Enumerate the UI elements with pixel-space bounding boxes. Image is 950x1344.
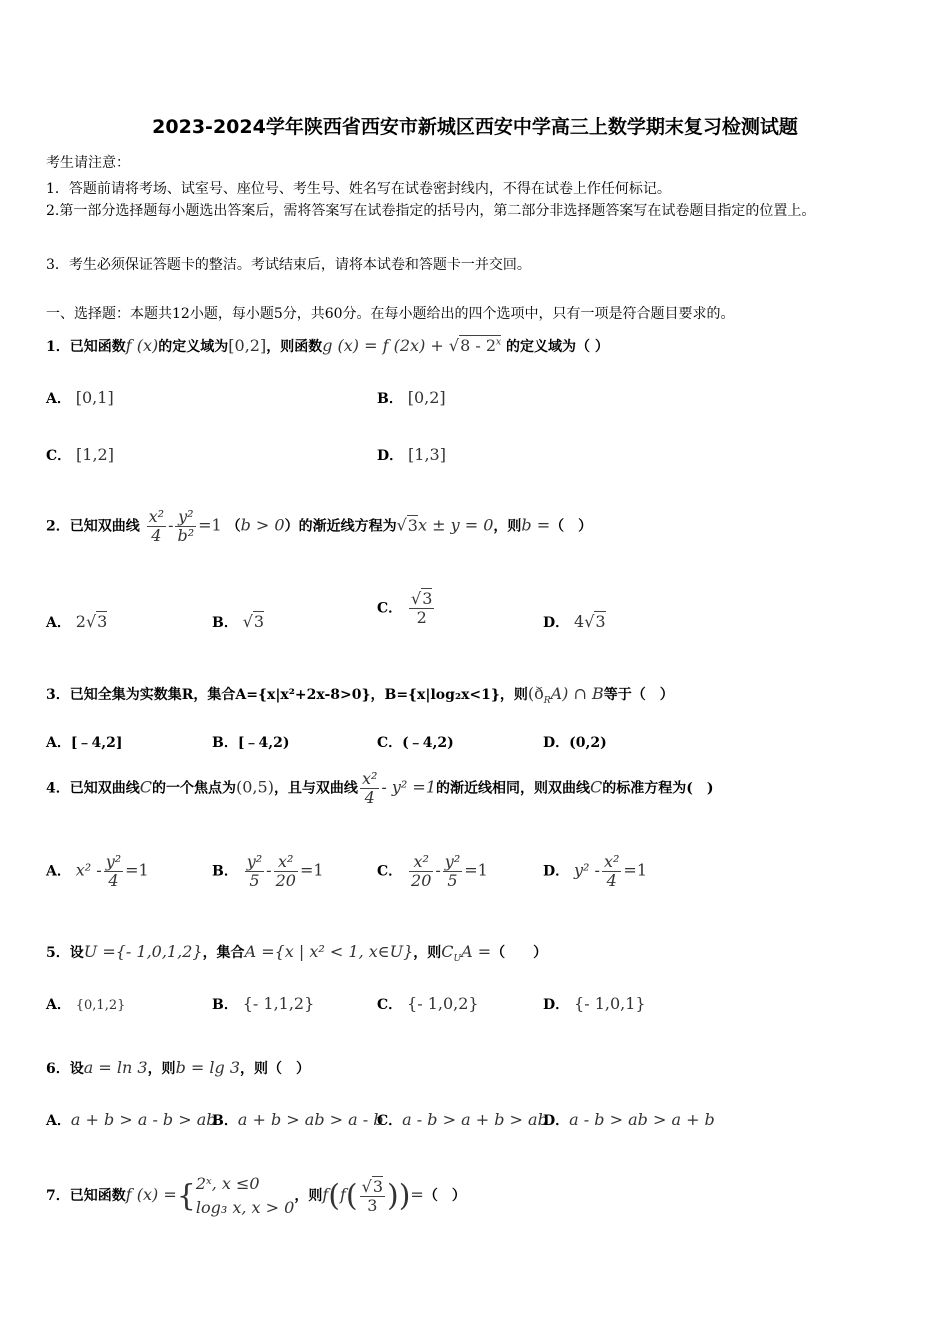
q4-c-2: C (590, 777, 603, 797)
frac-num: x² (409, 853, 433, 872)
option-frac: $\frac{√3}{2}$ (411, 589, 433, 627)
q7-inner-f: f (339, 1185, 346, 1204)
q5-universe: U ={- 1,0,1,2} (83, 942, 203, 961)
q2-option-c[interactable] (377, 590, 436, 627)
option-label: C． (377, 997, 403, 1013)
option-value: a + b > a - b > ab (70, 1110, 217, 1129)
q4-frac (360, 770, 379, 807)
option-value: (﹣4,2) (402, 735, 454, 751)
option-label: D． (543, 863, 570, 880)
q6-option-a[interactable] (46, 1110, 217, 1130)
frac-num: 3 (422, 589, 433, 608)
q4-text: 4．已知双曲线 (46, 780, 140, 797)
q2-radicand: 3 (407, 515, 418, 535)
q1-radicand-text: 8 - 2 (460, 336, 497, 355)
option-label: A． (46, 863, 71, 880)
frac-den: 3 (367, 1195, 378, 1215)
question-6 (46, 1058, 310, 1078)
q7-case-2: log₃ x, x > 0 (195, 1198, 295, 1217)
q2-text-2: （ (226, 518, 241, 535)
option-coef: 4 (574, 612, 585, 631)
option-label: A． (46, 997, 71, 1013)
option-radicand: 3 (97, 612, 108, 631)
frac-num: x² (603, 852, 620, 871)
option-frac-1 (245, 853, 264, 890)
option-label: C． (46, 448, 72, 464)
q7-text-2: ，则 (294, 1188, 323, 1204)
q2-option-a[interactable]: A． 2√3 (46, 612, 108, 631)
q2-text-4: ，则 (493, 518, 522, 535)
option-value: a - b > ab > a + b (569, 1110, 715, 1129)
q4-option-b[interactable]: B． $\frac{\text{y²}}{5}$ - $\frac{\text{x²}}{20}$ =1 (212, 852, 324, 890)
q5-set-a: A ={x | x² < 1, x∈U} (244, 942, 414, 961)
q6-text-3: ，则（ ） (240, 1061, 311, 1077)
option-value: a - b > a + b > ab (402, 1110, 548, 1129)
q7-case-1: 2ˣ, x ≤0 (195, 1174, 260, 1193)
option-pre: y² - (574, 860, 600, 880)
q5-text-2: ，集合 (202, 945, 245, 961)
question-4 (46, 770, 714, 807)
frac-den: 5 (447, 871, 458, 890)
q3-text-2: 等于（ ） (603, 687, 674, 703)
q3-option-b[interactable] (212, 732, 289, 752)
option-radicand: 3 (253, 612, 265, 631)
q5-option-c[interactable] (377, 994, 479, 1014)
q7-text: 7．已知函数 (46, 1188, 126, 1204)
q1-option-a[interactable] (46, 388, 114, 408)
q6-option-d[interactable] (543, 1110, 715, 1130)
q6-a: a = ln 3 (83, 1058, 148, 1077)
q4-text-2: 的一个焦点为 (152, 780, 236, 797)
q2-option-d[interactable]: D． 4√3 (543, 612, 606, 631)
option-frac (104, 853, 123, 890)
option-label: B． (212, 997, 238, 1013)
question-7: 7．已知函数f (x) ={ 2ˣ, x ≤0 log₃ x, x > 0 ，则f(f( $\frac{√3}{3}$ ))=（ ） (46, 1172, 466, 1220)
frac-den: 2 (416, 608, 427, 627)
frac-num: x² (148, 507, 165, 526)
frac-num: x² (361, 769, 378, 788)
option-value: [﹣4,2) (237, 735, 290, 751)
frac-den: 4 (108, 871, 119, 890)
q5-complement: C (441, 942, 454, 961)
option-post: =1 (464, 860, 488, 880)
q2-text: 2．已知双曲线 (46, 518, 140, 535)
q4-text-4: 的渐近线相同，则双曲线 (436, 780, 590, 797)
option-value: [0,2] (407, 388, 446, 407)
question-5 (46, 942, 547, 964)
q4-eq: - y² =1 (381, 777, 436, 797)
q7-eq: = (410, 1185, 424, 1204)
q7-f: f (x) = (125, 1185, 177, 1204)
option-frac-2 (274, 853, 298, 890)
option-value: {- 1,1,2} (242, 994, 315, 1013)
frac-den: b² (177, 526, 195, 545)
q4-c: C (139, 777, 152, 797)
q1-domain: [0,2] (228, 336, 267, 355)
option-post: =1 (623, 860, 647, 880)
q2-minus: - (168, 515, 174, 535)
q6-option-c[interactable] (377, 1110, 548, 1130)
frac-den: 4 (606, 871, 617, 890)
q5-text-4: （ ） (491, 945, 548, 961)
question-2: 2．已知双曲线 $\frac{\text{x²}}{4}$ - $\frac{\text{y²}}{\text{b²}}$ =1 （b > 0）的渐近线方程为√3x ± y = 0，则b =（ ） (46, 507, 593, 545)
option-label: B． (212, 735, 238, 751)
q1-option-b[interactable] (377, 388, 446, 408)
option-label: A． (46, 391, 71, 407)
option-value: [1,3] (408, 445, 446, 464)
frac-num: y² (444, 852, 461, 871)
option-label: A． (46, 735, 71, 751)
q1-text-3: ，则函数 (266, 339, 323, 355)
q2-asymptote: x ± y = 0 (417, 515, 494, 535)
option-value: [0,1] (75, 388, 114, 407)
option-value: [﹣4,2] (70, 735, 123, 751)
q1-math-f: f (x) (125, 336, 159, 355)
frac-den: 4 (364, 788, 375, 807)
q4-option-d[interactable] (543, 853, 647, 890)
q6-option-b[interactable] (212, 1110, 384, 1130)
question-3 (46, 684, 674, 706)
option-label: D． (543, 997, 570, 1013)
q6-text-2: ，则 (147, 1061, 176, 1077)
q1-math-g: g (x) = f (2x) + (322, 336, 449, 355)
q5-option-d[interactable] (543, 994, 646, 1014)
q1-text-4: 的定义域为（ ） (505, 339, 609, 355)
option-label: C． (377, 735, 403, 751)
option-value: {- 1,0,2} (407, 994, 479, 1013)
option-label: D． (377, 448, 404, 464)
option-frac-1 (409, 853, 433, 890)
q1-radicand-exp: x (496, 337, 502, 348)
notice-item-2: 2.第一部分选择题每小题选出答案后，需将答案写在试卷指定的括号内，第二部分非选择题答案写在试卷题目指定的位置上。 (46, 203, 816, 219)
q7-frac: $\frac{√3}{3}$ (361, 1176, 383, 1215)
q6-text: 6．设 (46, 1061, 84, 1077)
option-label: B． (212, 863, 238, 880)
option-label: B． (377, 391, 403, 407)
option-post: =1 (299, 860, 324, 880)
q5-complement-2: A = (461, 942, 492, 961)
q2-eq: =1 (198, 515, 222, 535)
frac-den: 20 (275, 871, 296, 890)
option-radicand: 3 (595, 612, 606, 631)
option-value: {0,1,2} (75, 998, 126, 1013)
notice-item-1: 1．答题前请将考场、试室号、座位号、考生号、姓名写在试卷密封线内，不得在试卷上作任何标记。 (46, 181, 671, 197)
question-1: 1．已知函数f (x)的定义域为[0,2]，则函数g (x) = f (2x) + √8 - 2$^x$ 的定义域为（ ） (46, 336, 609, 355)
q2-frac-y (175, 508, 196, 545)
q5-option-b[interactable] (212, 994, 314, 1014)
frac-num: y² (175, 508, 196, 527)
option-coef: 2 (75, 612, 86, 631)
q5-sub: U (453, 953, 462, 964)
notice-item-3: 3．考生必须保证答题卡的整洁。考试结束后，请将本试卷和答题卡一并交回。 (46, 257, 531, 273)
q1-text: 1．已知函数 (46, 339, 126, 355)
frac-den: 4 (151, 526, 162, 545)
q4-text-3: ，且与双曲线 (273, 780, 358, 797)
option-value: {- 1,0,1} (574, 994, 646, 1013)
section-heading: 一、选择题：本题共12小题，每小题5分，共60分。在每小题给出的四个选项中，只有一项是符合题目要求的。 (46, 306, 735, 322)
page-title: 2023-2024学年陕西省西安市新城区西安中学高三上数学期末复习检测试题 (152, 116, 798, 138)
q5-text: 5．设 (46, 945, 84, 961)
q3-complement: (ð (527, 684, 544, 703)
q5-option-a[interactable] (46, 994, 125, 1014)
frac-num: 3 (372, 1176, 383, 1196)
q7-text-3: （ ） (423, 1188, 466, 1204)
notice-heading: 考生请注意： (46, 155, 130, 171)
q5-text-3: ，则 (413, 945, 442, 961)
q4-option-a[interactable] (46, 853, 149, 890)
q3-option-a[interactable] (46, 732, 122, 752)
option-label: D． (543, 615, 570, 631)
option-label: C． (377, 1113, 403, 1129)
q1-option-c[interactable] (46, 445, 114, 465)
q4-text-5: 的标准方程为( ) (602, 780, 714, 797)
q7-piecewise (196, 1172, 294, 1220)
q3-sub: R (543, 695, 551, 706)
option-post: =1 (125, 860, 149, 880)
option-label: B． (212, 1113, 238, 1129)
q4-option-c[interactable]: C． $\frac{\text{x²}}{20}$ - $\frac{\text{y²}}{5}$ =1 (377, 852, 488, 890)
option-label: C． (377, 600, 403, 617)
option-label: C． (377, 863, 403, 880)
option-label: D． (543, 1113, 570, 1129)
q2-frac-x (147, 508, 166, 545)
option-label: A． (46, 615, 71, 631)
q3-intersection: A) ∩ B (550, 684, 604, 703)
q1-text-2: 的定义域为 (158, 339, 229, 355)
option-label: A． (46, 1113, 71, 1129)
option-value: a + b > ab > a - b (237, 1110, 384, 1129)
option-frac-2 (443, 853, 462, 890)
q2-b-eq: b = (521, 515, 551, 535)
option-label: B． (212, 615, 238, 631)
frac-num: y² (246, 852, 263, 871)
option-label: D． (543, 735, 570, 751)
option-value: [1,2] (76, 445, 114, 464)
q2-text-3: ）的渐近线方程为 (284, 518, 397, 535)
frac-den: 5 (249, 871, 260, 890)
option-value: (0,2) (569, 735, 607, 751)
q2-option-b[interactable]: B． √3 (212, 612, 265, 631)
option-frac (602, 853, 621, 890)
q7-outer-f: f (322, 1185, 329, 1204)
q3-text: 3．已知全集为实数集R，集合A={x|x²+2x-8>0}，B={x|log₂x<1}，则 (46, 687, 528, 703)
q4-focus: (0,5) (236, 777, 274, 797)
q2-condition: b > 0 (240, 515, 285, 535)
frac-num: y² (105, 852, 122, 871)
q6-b: b = lg 3 (175, 1058, 241, 1077)
frac-den: 20 (411, 871, 432, 890)
q1-option-d[interactable] (377, 445, 446, 465)
frac-num: x² (274, 853, 298, 872)
q3-option-c[interactable] (377, 732, 454, 752)
q3-option-d[interactable] (543, 732, 607, 752)
option-pre: x² - (75, 860, 102, 880)
q1-radicand (459, 335, 501, 355)
q2-text-5: （ ） (550, 518, 593, 535)
